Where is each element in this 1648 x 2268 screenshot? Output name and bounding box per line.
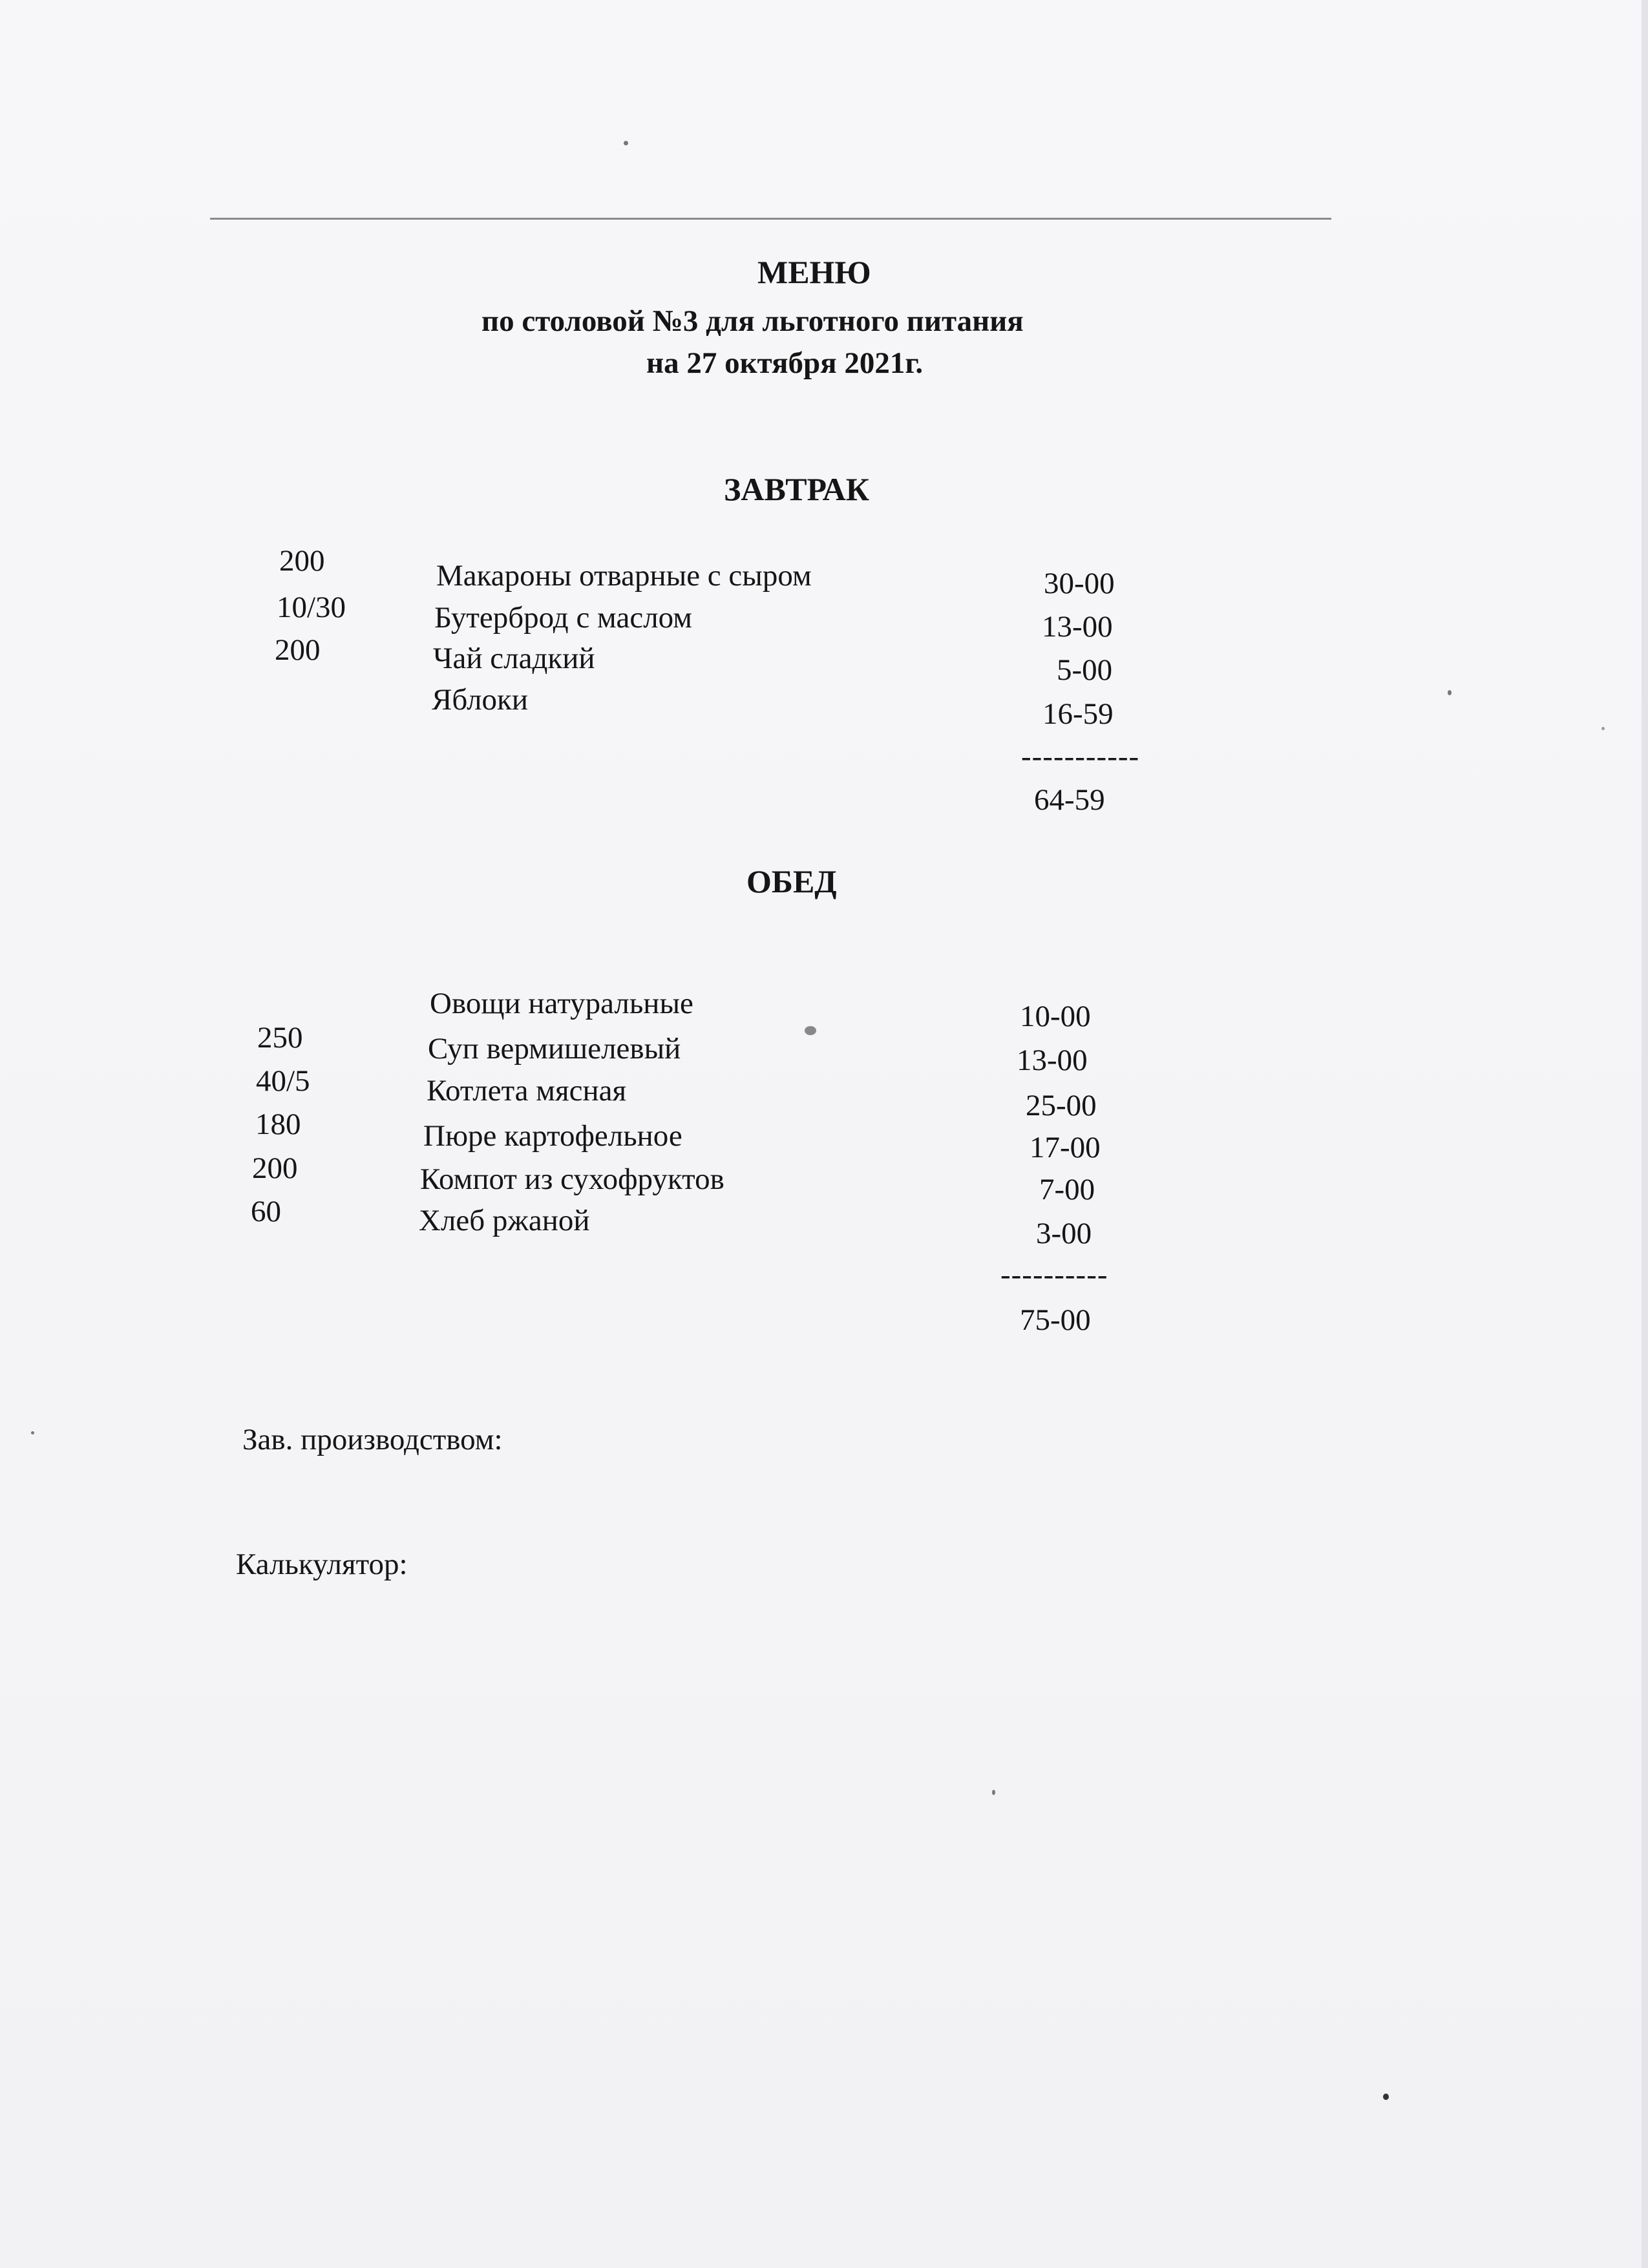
item-price: 7-00: [1039, 1173, 1095, 1206]
lunch-total-separator: ----------: [1000, 1258, 1108, 1292]
item-name: Котлета мясная: [427, 1074, 627, 1108]
item-price: 10-00: [1020, 1000, 1091, 1033]
breakfast-total-separator: -----------: [1021, 740, 1140, 773]
item-name: Хлеб ржаной: [419, 1204, 590, 1237]
calculator-signature-label: Калькулятор:: [236, 1548, 408, 1581]
item-price: 25-00: [1026, 1089, 1097, 1122]
document-date: на 27 октября 2021г.: [646, 346, 924, 380]
top-rule-divider: [210, 218, 1331, 220]
item-weight: 200: [279, 544, 325, 578]
scan-speck: [31, 1431, 34, 1434]
scan-speck: [624, 141, 628, 145]
item-weight: 250: [257, 1021, 303, 1055]
item-weight: 10/30: [277, 591, 346, 624]
item-name: Овощи натуральные: [430, 987, 693, 1020]
item-weight: 200: [275, 633, 321, 667]
item-name: Суп вермишелевый: [428, 1032, 681, 1066]
lunch-title: ОБЕД: [746, 863, 837, 899]
production-head-signature-label: Зав. производством:: [242, 1423, 503, 1456]
scan-speck: [1383, 2094, 1389, 2100]
item-weight: 180: [255, 1108, 301, 1141]
item-price: 16-59: [1042, 697, 1114, 731]
item-price: 5-00: [1057, 653, 1113, 687]
breakfast-total: 64-59: [1034, 783, 1105, 817]
lunch-total: 75-00: [1020, 1303, 1091, 1337]
item-weight: 60: [251, 1195, 281, 1228]
item-price: 13-00: [1042, 610, 1113, 644]
item-name: Макароны отварные с сыром: [436, 559, 812, 593]
scan-speck: [1601, 727, 1605, 730]
item-price: 17-00: [1030, 1131, 1101, 1164]
item-name: Бутерброд с маслом: [434, 601, 692, 635]
scan-speck: [1448, 690, 1452, 695]
item-name: Пюре картофельное: [423, 1119, 682, 1153]
item-price: 30-00: [1044, 567, 1115, 600]
scan-speck: [992, 1790, 995, 1795]
item-weight: 200: [252, 1151, 298, 1185]
item-name: Чай сладкий: [433, 642, 595, 675]
breakfast-title: ЗАВТРАК: [724, 471, 870, 507]
item-weight: 40/5: [256, 1064, 310, 1098]
item-name: Компот из сухофруктов: [420, 1162, 724, 1196]
item-name: Яблоки: [432, 683, 529, 717]
document-title: МЕНЮ: [757, 254, 871, 290]
item-price: 13-00: [1017, 1044, 1088, 1077]
page-edge: [1642, 0, 1648, 2268]
scan-speck: [805, 1026, 816, 1035]
document-subtitle: по столовой №3 для льготного питания: [481, 304, 1024, 338]
item-price: 3-00: [1036, 1217, 1092, 1250]
